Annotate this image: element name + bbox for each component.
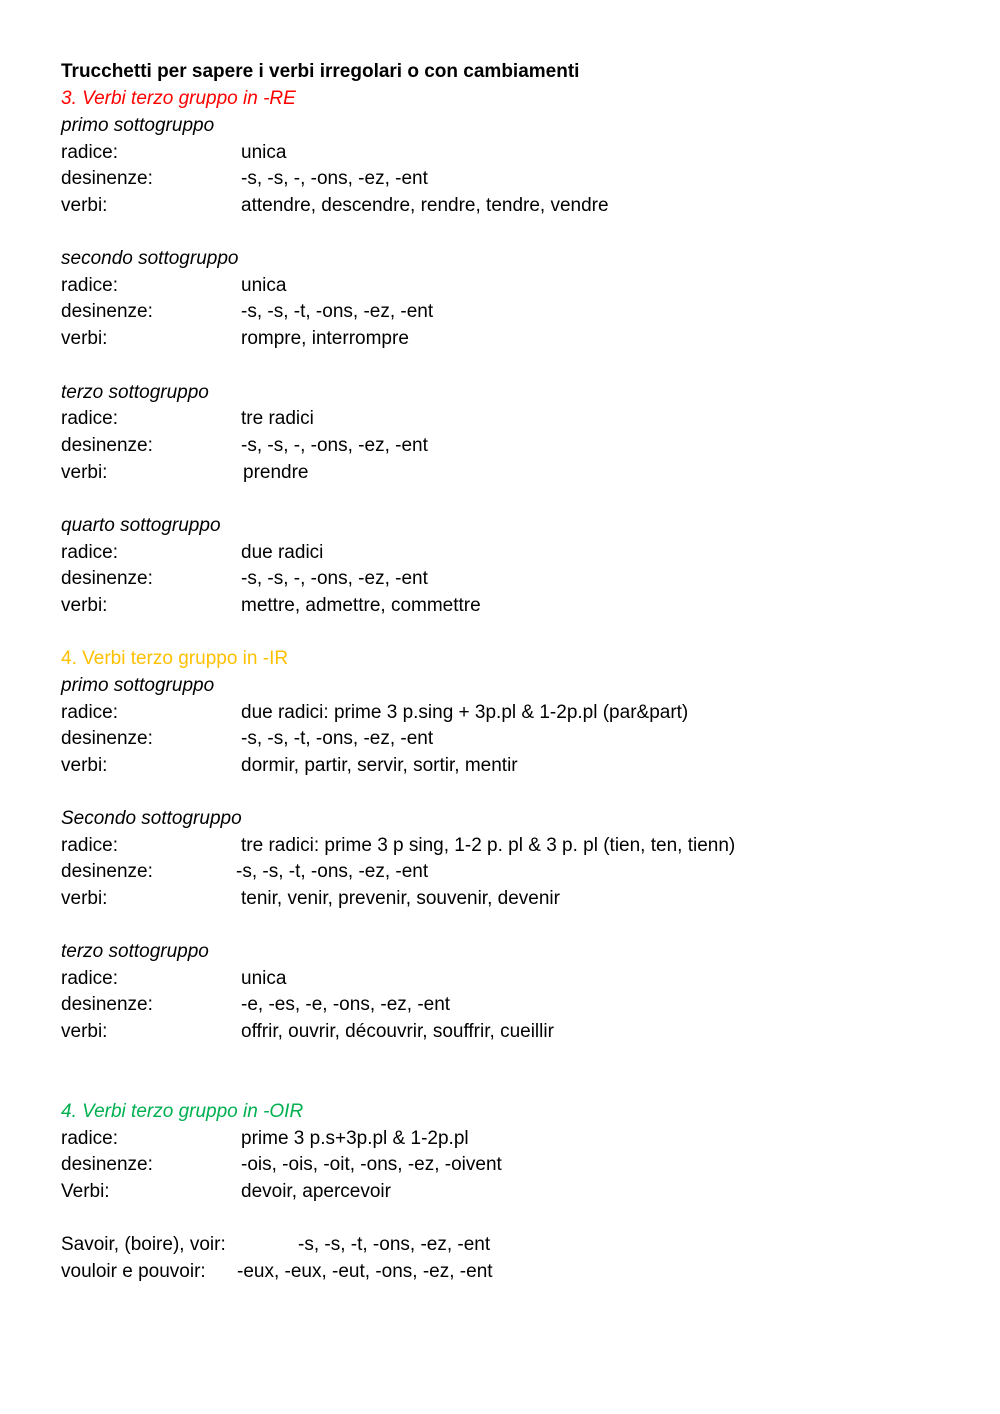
ir-subgroup-1-title: primo sottogruppo — [61, 675, 215, 696]
row-label: desinenze: — [61, 301, 153, 322]
row-value: rompre, interrompre — [241, 328, 409, 349]
row-value: -ois, -ois, -oit, -ons, -ez, -oivent — [241, 1154, 502, 1175]
row-label: radice: — [61, 542, 119, 563]
row-value: tre radici — [241, 408, 314, 429]
row-value: offrir, ouvrir, découvrir, souffrir, cueillir — [241, 1021, 554, 1042]
note-label: Savoir, (boire), voir: — [61, 1234, 226, 1255]
row-value: attendre, descendre, rendre, tendre, vendre — [241, 195, 609, 216]
note-value: -eux, -eux, -eut, -ons, -ez, -ent — [237, 1261, 493, 1282]
row-value: mettre, admettre, commettre — [241, 595, 481, 616]
row-label: verbi: — [61, 462, 108, 483]
row-label: desinenze: — [61, 994, 153, 1015]
row-value: -s, -s, -t, -ons, -ez, -ent — [241, 301, 434, 322]
row-value: tenir, venir, prevenir, souvenir, devenir — [241, 888, 560, 909]
re-subgroup-3-title: terzo sottogruppo — [61, 382, 209, 403]
row-label: verbi: — [61, 1021, 108, 1042]
row-value: unica — [241, 275, 287, 296]
re-subgroup-2-title: secondo sottogruppo — [61, 248, 239, 269]
row-label: Verbi: — [61, 1181, 110, 1202]
row-value: -e, -es, -e, -ons, -ez, -ent — [241, 994, 451, 1015]
page-title: Trucchetti per sapere i verbi irregolari o con cambiamenti — [61, 61, 580, 82]
ir-subgroup-2-title: Secondo sottogruppo — [61, 808, 242, 829]
row-label: desinenze: — [61, 1154, 153, 1175]
row-value: due radici — [241, 542, 324, 563]
row-label: radice: — [61, 142, 119, 163]
row-label: radice: — [61, 702, 119, 723]
row-label: radice: — [61, 408, 119, 429]
row-label: radice: — [61, 275, 119, 296]
row-value: -s, -s, -, -ons, -ez, -ent — [241, 568, 428, 589]
row-value: unica — [241, 142, 287, 163]
row-label: radice: — [61, 968, 119, 989]
row-label: desinenze: — [61, 568, 153, 589]
row-label: radice: — [61, 1128, 119, 1149]
row-label: verbi: — [61, 195, 108, 216]
row-label: desinenze: — [61, 435, 153, 456]
row-value: prime 3 p.s+3p.pl & 1-2p.pl — [241, 1128, 469, 1149]
row-value: tre radici: prime 3 p sing, 1-2 p. pl & 3 p. pl (tien, ten, tienn) — [241, 835, 736, 856]
row-label: desinenze: — [61, 168, 153, 189]
row-value: prendre — [243, 462, 309, 483]
row-value: devoir, apercevoir — [241, 1181, 391, 1202]
note-label: vouloir e pouvoir: — [61, 1261, 206, 1282]
note-value: -s, -s, -t, -ons, -ez, -ent — [298, 1234, 491, 1255]
row-label: desinenze: — [61, 861, 153, 882]
row-label: radice: — [61, 835, 119, 856]
row-label: verbi: — [61, 755, 108, 776]
oir-section-heading: 4. Verbi terzo gruppo in -OIR — [61, 1101, 304, 1122]
ir-subgroup-3-title: terzo sottogruppo — [61, 941, 209, 962]
row-label: verbi: — [61, 328, 108, 349]
re-subgroup-4-title: quarto sottogruppo — [61, 515, 221, 536]
row-value: -s, -s, -, -ons, -ez, -ent — [241, 435, 428, 456]
ir-section-heading: 4. Verbi terzo gruppo in -IR — [61, 648, 289, 669]
row-value: -s, -s, -t, -ons, -ez, -ent — [236, 861, 429, 882]
re-subgroup-1-title: primo sottogruppo — [61, 115, 215, 136]
re-section-heading: 3. Verbi terzo gruppo in -RE — [61, 88, 296, 109]
row-label: verbi: — [61, 595, 108, 616]
row-value: -s, -s, -t, -ons, -ez, -ent — [241, 728, 434, 749]
row-value: -s, -s, -, -ons, -ez, -ent — [241, 168, 428, 189]
row-value: dormir, partir, servir, sortir, mentir — [241, 755, 518, 776]
row-label: desinenze: — [61, 728, 153, 749]
row-label: verbi: — [61, 888, 108, 909]
row-value: due radici: prime 3 p.sing + 3p.pl & 1-2p.pl (par&part) — [241, 702, 689, 723]
row-value: unica — [241, 968, 287, 989]
